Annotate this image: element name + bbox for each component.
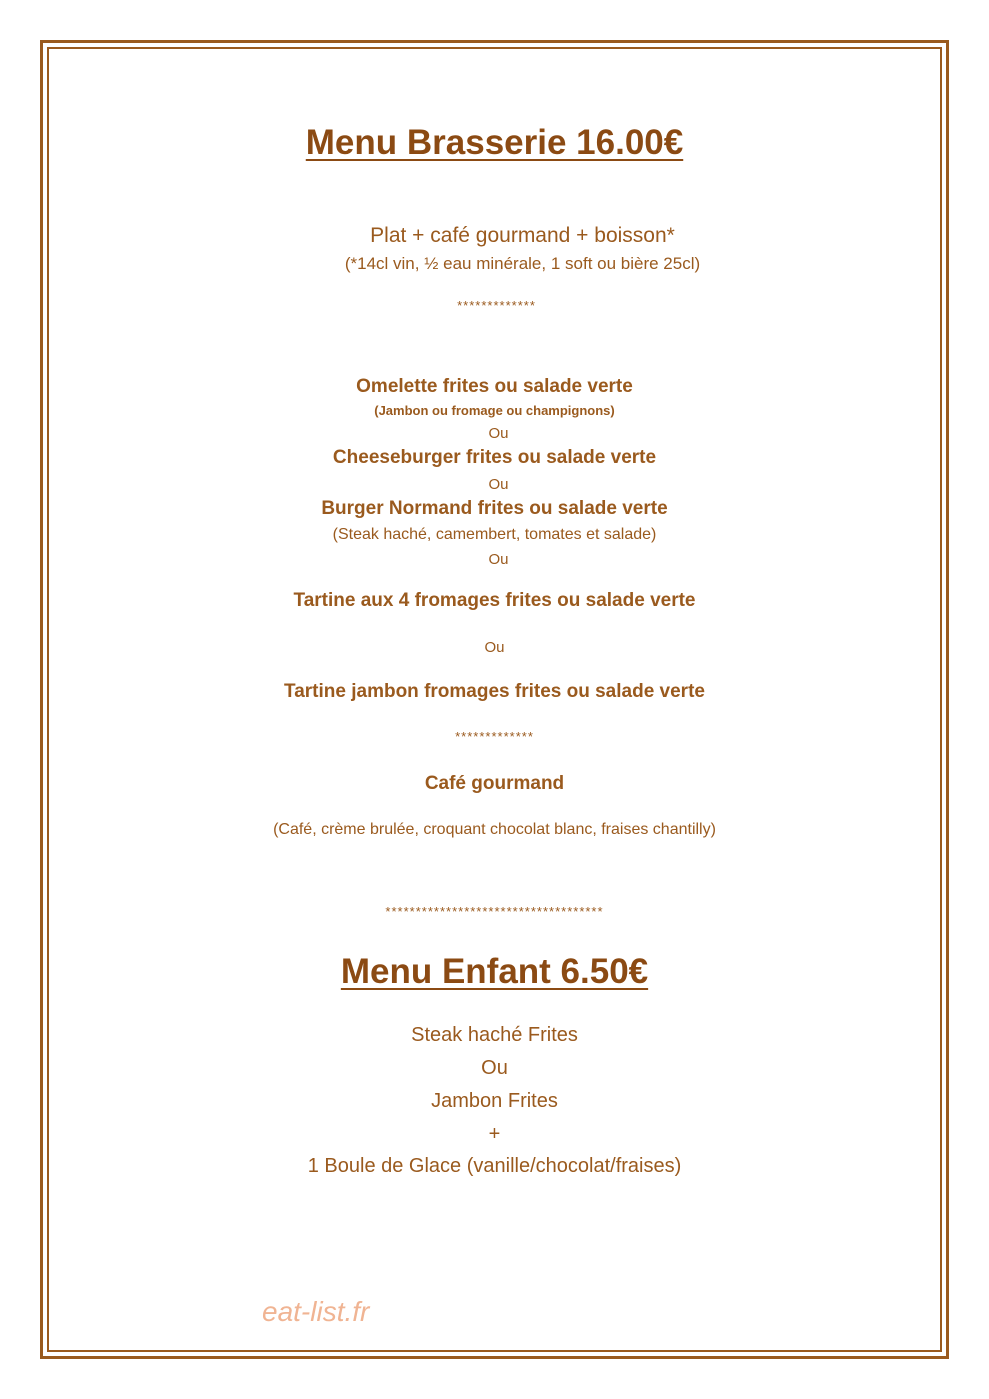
separator: ************* — [455, 729, 534, 744]
brasserie-title: Menu Brasserie 16.00€ — [305, 123, 684, 162]
enfant-extra-glace: 1 Boule de Glace (vanille/chocolat/fraises) — [307, 1155, 682, 1177]
dish-burger-normand: Burger Normand frites ou salade verte — [321, 498, 668, 519]
or-label: Ou — [488, 476, 509, 493]
dish-tartine-4-fromages: Tartine aux 4 fromages frites ou salade verte — [293, 590, 696, 611]
dish-omelette: Omelette frites ou salade verte — [356, 376, 633, 397]
separator: ************* — [457, 298, 536, 313]
watermark: eat-list.fr — [262, 1296, 370, 1327]
enfant-option-steak: Steak haché Frites — [411, 1024, 578, 1046]
enfant-title: Menu Enfant 6.50€ — [340, 952, 649, 991]
dish-omelette-detail: (Jambon ou fromage ou champignons) — [374, 403, 615, 418]
or-label: Ou — [488, 551, 509, 568]
enfant-option-jambon: Jambon Frites — [431, 1090, 558, 1112]
or-label: Ou — [484, 639, 505, 656]
brasserie-formula-note: (*14cl vin, ½ eau minérale, 1 soft ou bière 25cl) — [344, 254, 701, 273]
brasserie-formula: Plat + café gourmand + boisson* — [370, 224, 675, 247]
separator-long: ************************************ — [385, 904, 604, 919]
dish-burger-normand-detail: (Steak haché, camembert, tomates et salade) — [332, 526, 657, 543]
dessert-cafe-gourmand: Café gourmand — [424, 773, 565, 794]
or-label: Ou — [488, 425, 509, 442]
dessert-detail: (Café, crème brulée, croquant chocolat blanc, fraises chantilly) — [273, 821, 716, 838]
or-label: Ou — [481, 1057, 508, 1079]
plus-sign: + — [488, 1123, 501, 1145]
dish-tartine-jambon: Tartine jambon fromages frites ou salade verte — [284, 681, 705, 702]
dish-cheeseburger: Cheeseburger frites ou salade verte — [332, 447, 657, 468]
